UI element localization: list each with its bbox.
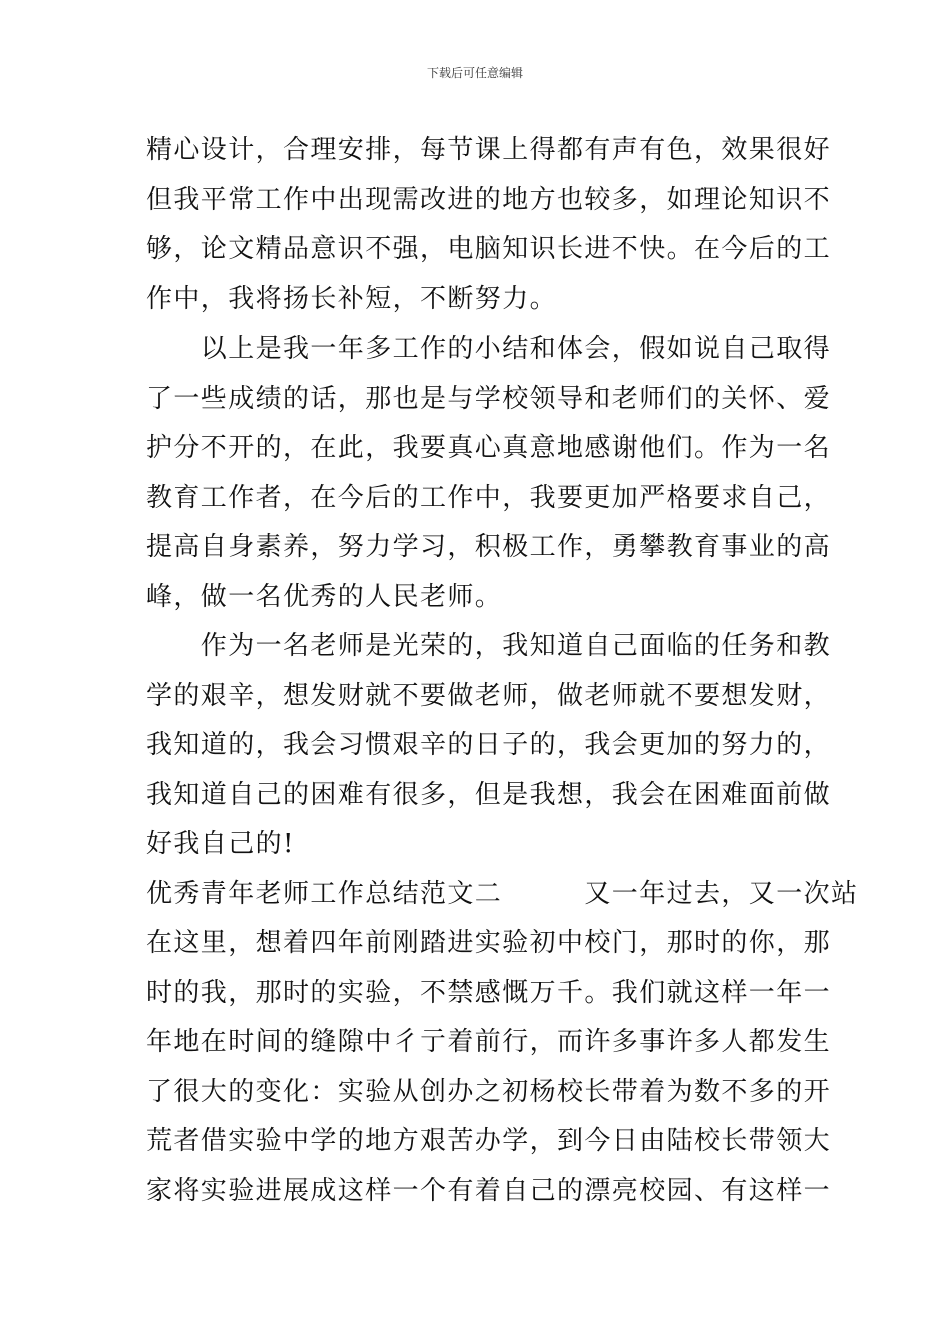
text-line: 时的我，那时的实验，不禁感慨万千。我们就这样一年一 [146,978,832,1008]
text-line: 但我平常工作中出现需改进的地方也较多，如理论知识不 [146,185,832,215]
text-line: 我知道自己的困难有很多，但是我想，我会在困难面前做 [146,780,832,810]
text-line: 好我自己的! [146,829,295,859]
text-line: 作中，我将扬长补短，不断努力。 [146,284,558,314]
text-line: 荒者借实验中学的地方艰苦办学，到今日由陆校长带领大 [146,1126,832,1156]
text-line: 教育工作者，在今后的工作中，我要更加严格要求自己， [146,483,832,513]
text-line: 作为一名老师是光荣的，我知道自己面临的任务和教 [146,631,832,661]
text-line: 了一些成绩的话，那也是与学校领导和老师们的关怀、爱 [146,384,832,414]
text-line: 护分不开的，在此，我要真心真意地感谢他们。作为一名 [146,433,832,463]
text-line: 优秀青年老师工作总结范文二 又一年过去，又一次站 [146,879,859,909]
text-line: 在这里，想着四年前刚踏进实验初中校门，那时的你，那 [146,928,832,958]
text-line: 够，论文精品意识不强，电脑知识长进不快。在今后的工 [146,234,832,264]
text-line: 了很大的变化：实验从创办之初杨校长带着为数不多的开 [146,1077,832,1107]
text-line: 学的艰辛，想发财就不要做老师，做老师就不要想发财， [146,681,832,711]
text-line: 我知道的，我会习惯艰辛的日子的，我会更加的努力的， [146,730,832,760]
page-header: 下载后可任意编辑 [426,66,523,80]
text-line: 家将实验进展成这样一个有着自己的漂亮校园、有这样一 [146,1176,832,1206]
text-line: 提高自身素养，努力学习，积极工作，勇攀教育事业的高 [146,532,832,562]
text-line: 年地在时间的缝隙中彳亍着前行，而许多事许多人都发生 [146,1027,832,1057]
text-line: 精心设计，合理安排，每节课上得都有声有色，效果很好 [146,135,832,165]
text-line: 峰，做一名优秀的人民老师。 [146,582,503,612]
text-line: 以上是我一年多工作的小结和体会，假如说自己取得 [146,334,832,364]
